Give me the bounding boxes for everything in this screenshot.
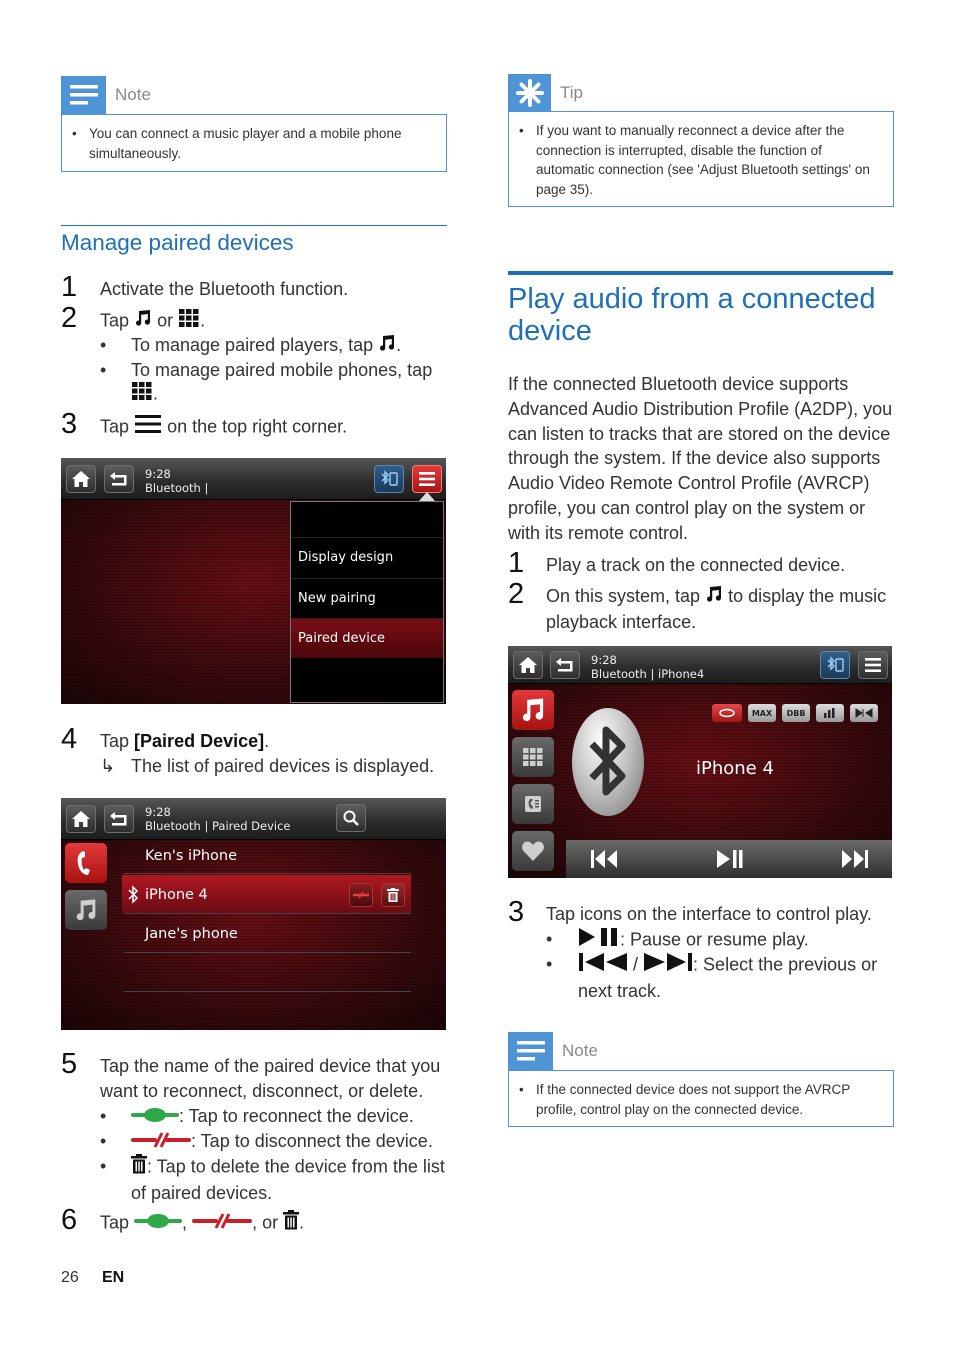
step-text-part: Tap xyxy=(100,1212,130,1233)
keypad-icon xyxy=(178,308,200,335)
bullet: • xyxy=(546,954,553,974)
clock: 9:28 xyxy=(145,805,171,819)
language-code: EN xyxy=(102,1269,125,1286)
note-icon xyxy=(61,76,106,114)
menu-item-paired-device[interactable]: Paired device xyxy=(291,618,443,658)
step-number: 3 xyxy=(508,896,525,928)
previous-icon xyxy=(578,952,628,979)
menu-item-display-design[interactable]: Display design xyxy=(291,537,443,577)
step-text xyxy=(100,308,205,335)
device-row-iphone-4[interactable]: iPhone 4 xyxy=(145,886,208,903)
step-text: Activate the Bluetooth function. xyxy=(100,279,349,299)
step-number: 2 xyxy=(508,578,525,610)
sub-step-text: / xyxy=(633,954,639,975)
next-icon xyxy=(643,952,693,979)
sub-step-text: : Tap to delete the device from the list of paired devices. xyxy=(131,1156,445,1203)
section-heading: Play audio from a connected device xyxy=(508,283,876,347)
bullet: • xyxy=(100,335,107,355)
section-heading: Manage paired devices xyxy=(61,230,294,255)
bullet: • xyxy=(519,1082,524,1097)
step-number: 4 xyxy=(61,723,78,755)
note-text: If the connected device does not support the AVRCP profile, control play on the connected device. xyxy=(536,1082,850,1117)
step-text xyxy=(100,1210,304,1237)
play-pause-icon[interactable] xyxy=(716,849,744,874)
step-number: 6 xyxy=(61,1204,78,1236)
menu-icon xyxy=(134,414,162,441)
bullet: • xyxy=(100,1131,107,1151)
search-icon[interactable] xyxy=(336,804,366,832)
step-text xyxy=(546,584,896,635)
result-arrow: ↳ xyxy=(100,756,116,776)
clock: 9:28 xyxy=(591,653,617,667)
source-icon[interactable] xyxy=(850,704,878,722)
clock: 9:28 xyxy=(145,467,171,481)
sub-step xyxy=(131,333,401,359)
step-number: 1 xyxy=(61,271,78,303)
tip-icon xyxy=(508,74,551,112)
screen-subtitle: Bluetooth | iPhone4 xyxy=(591,667,705,681)
step-text-part: , xyxy=(182,1212,188,1233)
dbb-button[interactable]: DBB xyxy=(782,704,810,722)
disconnect-icon xyxy=(192,1211,252,1236)
step-text-part: to display the music playback interface. xyxy=(546,586,887,632)
note-body xyxy=(508,1070,894,1127)
note-icon xyxy=(508,1032,553,1070)
step-text: Tap the name of the paired device that you want to reconnect, disconnect, or delete. xyxy=(100,1056,441,1101)
phone-icon[interactable] xyxy=(65,843,107,883)
step-text-part: on the top right corner. xyxy=(167,416,348,437)
screenshot-bluetooth-menu xyxy=(61,458,446,704)
step-text: Tap icons on the interface to control play. xyxy=(546,904,872,924)
music-icon xyxy=(134,309,152,334)
note-text: You can connect a music player and a mobile phone simultaneously. xyxy=(89,126,402,161)
connect-icon xyxy=(131,1105,179,1130)
sub-step-text: . xyxy=(396,335,402,355)
tip-header xyxy=(508,74,583,112)
screenshot-playback xyxy=(508,646,892,878)
step-text xyxy=(100,414,347,441)
divider xyxy=(124,991,411,992)
step-text-part: . xyxy=(264,731,270,751)
step-text-part: . xyxy=(299,1212,305,1233)
sub-step-text: : Pause or resume play. xyxy=(620,929,809,950)
menu-item-new-pairing[interactable]: New pairing xyxy=(291,578,443,618)
back-icon[interactable] xyxy=(104,805,134,833)
previous-icon[interactable] xyxy=(590,849,618,874)
next-icon[interactable] xyxy=(841,849,869,874)
sub-step-text: To manage paired players, tap xyxy=(131,335,374,355)
step-text-part: . xyxy=(200,310,206,331)
step-number: 1 xyxy=(508,547,525,579)
device-row-kens-iphone[interactable]: Ken's iPhone xyxy=(145,847,237,864)
section-rule xyxy=(508,271,893,275)
max-sound-button[interactable]: MAX xyxy=(748,704,776,722)
favorite-icon[interactable] xyxy=(512,831,554,871)
bluetooth-phone-icon[interactable] xyxy=(820,651,850,679)
sub-step-text: : Tap to reconnect the device. xyxy=(179,1106,414,1126)
home-icon[interactable] xyxy=(513,651,543,679)
bluetooth-icon xyxy=(127,885,139,910)
music-icon xyxy=(705,585,723,610)
sub-step xyxy=(131,1104,414,1130)
delete-button[interactable] xyxy=(381,883,405,907)
step-text-part: or xyxy=(157,310,174,331)
disconnect-icon xyxy=(131,1130,191,1155)
menu-icon[interactable] xyxy=(858,651,888,679)
step-text-bold: [Paired Device] xyxy=(134,731,265,751)
intro-paragraph: If the connected Bluetooth device supports Advanced Audio Distribution Profile (A2DP), you can listen to tracks that are stored on the device through the system. If the device also supports Audio Video Remote Control Profile (AVRCP) profile, you can control play on the system or with its remote control. xyxy=(508,374,893,543)
result-text: The list of paired devices is displayed. xyxy=(131,756,435,776)
bullet: • xyxy=(72,126,77,141)
sub-step xyxy=(578,952,893,1004)
connect-icon xyxy=(134,1211,182,1236)
sub-step xyxy=(131,1129,433,1155)
keypad-icon xyxy=(131,381,153,408)
tip-text: If you want to manually reconnect a device after the connection is interrupted, disable the function of automatic connection (see 'Adjust Bluetooth settings' on page 35). xyxy=(536,123,870,197)
sub-step-text: : Tap to disconnect the device. xyxy=(191,1131,433,1151)
step-text: Play a track on the connected device. xyxy=(546,555,846,575)
menu-pointer xyxy=(419,492,435,501)
bluetooth-phone-icon[interactable] xyxy=(374,465,404,493)
tip-title: Tip xyxy=(560,83,583,102)
sub-step-text: . xyxy=(153,383,159,404)
step-number: 5 xyxy=(61,1048,78,1080)
trash-icon xyxy=(131,1154,147,1181)
bullet: • xyxy=(519,123,524,138)
home-icon[interactable] xyxy=(66,805,96,833)
note-header xyxy=(61,76,151,114)
sub-step: To manage paired mobile phones, tap xyxy=(131,360,433,380)
disconnect-button[interactable] xyxy=(349,883,373,907)
trash-icon xyxy=(283,1210,299,1237)
music-icon[interactable] xyxy=(512,690,554,730)
bullet: • xyxy=(100,1156,107,1176)
step-text-part: Tap xyxy=(100,310,130,331)
device-name: iPhone 4 xyxy=(696,758,774,779)
music-icon xyxy=(378,334,396,359)
music-icon[interactable] xyxy=(65,890,107,930)
step-text xyxy=(100,729,269,754)
sub-step xyxy=(578,927,809,954)
step-text-part: Tap xyxy=(100,416,130,437)
page-number: 26 xyxy=(61,1269,79,1286)
sub-step xyxy=(131,1154,449,1206)
device-row-janes-phone[interactable]: Jane's phone xyxy=(145,925,238,942)
play-pause-icon xyxy=(578,927,620,954)
note-header xyxy=(508,1032,598,1070)
step-text-part: On this system, tap xyxy=(546,586,701,606)
back-icon[interactable] xyxy=(550,651,580,679)
screen-subtitle: Bluetooth | Paired Device xyxy=(145,819,291,833)
tip-body xyxy=(508,111,894,207)
sub-step xyxy=(131,381,158,408)
bluetooth-logo-icon xyxy=(572,708,644,816)
keypad-icon[interactable] xyxy=(512,737,554,777)
note-title: Note xyxy=(115,85,151,104)
repeat-icon[interactable] xyxy=(712,704,742,722)
sub-step-text: : Select the previous or next track. xyxy=(578,954,878,1001)
bullet: • xyxy=(546,929,553,949)
step-text-part: Tap xyxy=(100,731,130,751)
bullet: • xyxy=(100,1106,107,1126)
screen-subtitle: Bluetooth | xyxy=(145,481,209,495)
step-text-part: , or xyxy=(252,1212,279,1233)
note-body xyxy=(61,114,447,172)
home-icon[interactable] xyxy=(66,465,96,493)
step-number: 2 xyxy=(61,302,78,334)
menu-icon[interactable] xyxy=(412,465,442,493)
dropdown-menu xyxy=(290,501,444,703)
bullet: • xyxy=(100,360,107,380)
back-icon[interactable] xyxy=(104,465,134,493)
call-log-icon[interactable] xyxy=(512,784,554,824)
screenshot-paired-devices xyxy=(61,798,446,1030)
equalizer-icon[interactable] xyxy=(816,704,844,722)
section-rule xyxy=(61,225,447,226)
step-number: 3 xyxy=(61,408,78,440)
note-title: Note xyxy=(562,1041,598,1060)
